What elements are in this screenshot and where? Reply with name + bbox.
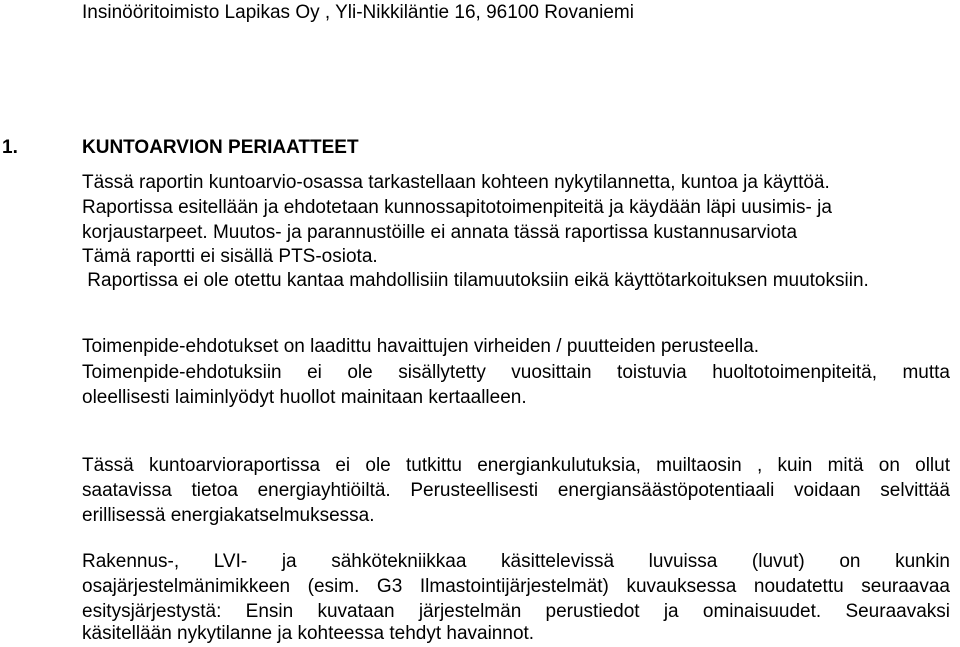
section-number: 1. [2,137,18,158]
section-title: KUNTOARVION PERIAATTEET [82,137,359,158]
text-line: Raportissa ei ole otettu kantaa mahdollisiin tilamuutoksiin eikä käyttötarkoituksen muutoksiin. [82,270,869,291]
text-line: Tämä raportti ei sisällä PTS-osiota. [82,246,378,267]
text-line: Raportissa esitellään ja ehdotetaan kunnossapitotoimenpiteitä ja käydään läpi uusimis- ja [82,197,832,218]
text-line: oleellisesti laiminlyödyt huollot mainitaan kertaalleen. [82,387,527,408]
text-line: Tässä raportin kuntoarvio-osassa tarkastellaan kohteen nykytilannetta, kuntoa ja käyttöä. [82,172,830,193]
text-line: osajärjestelmänimikkeen (esim. G3 Ilmastointijärjestelmät) kuvauksessa noudatettu seuraavaa [82,576,950,597]
company-header: Insinööritoimisto Lapikas Oy , Yli-Nikkiläntie 16, 96100 Rovaniemi [82,2,634,23]
text-line: saatavissa tietoa energiayhtiöiltä. Perusteellisesti energiansäästöpotentiaali voidaan selvittää [82,480,950,501]
text-line: erillisessä energiakatselmuksessa. [82,505,375,526]
text-line: esitysjärjestystä: Ensin kuvataan järjestelmän perustiedot ja ominaisuudet. Seuraavaksi [82,601,950,622]
text-line: Rakennus-, LVI- ja sähkötekniikkaa käsittelevissä luvuissa (luvut) on kunkin [82,551,950,572]
text-line: Toimenpide-ehdotukset on laadittu havaittujen virheiden / puutteiden perusteella. [82,336,760,357]
text-line: korjaustarpeet. Muutos- ja parannustöille ei annata tässä raportissa kustannusarviota [82,222,798,243]
text-line: Toimenpide-ehdotuksiin ei ole sisällytetty vuosittain toistuvia huoltotoimenpiteitä, mutta [82,362,950,383]
text-line: Tässä kuntoarvioraportissa ei ole tutkittu energiankulutuksia, muiltaosin , kuin mitä on ollut [82,455,950,476]
text-line: käsitellään nykytilanne ja kohteessa tehdyt havainnot. [82,623,535,644]
